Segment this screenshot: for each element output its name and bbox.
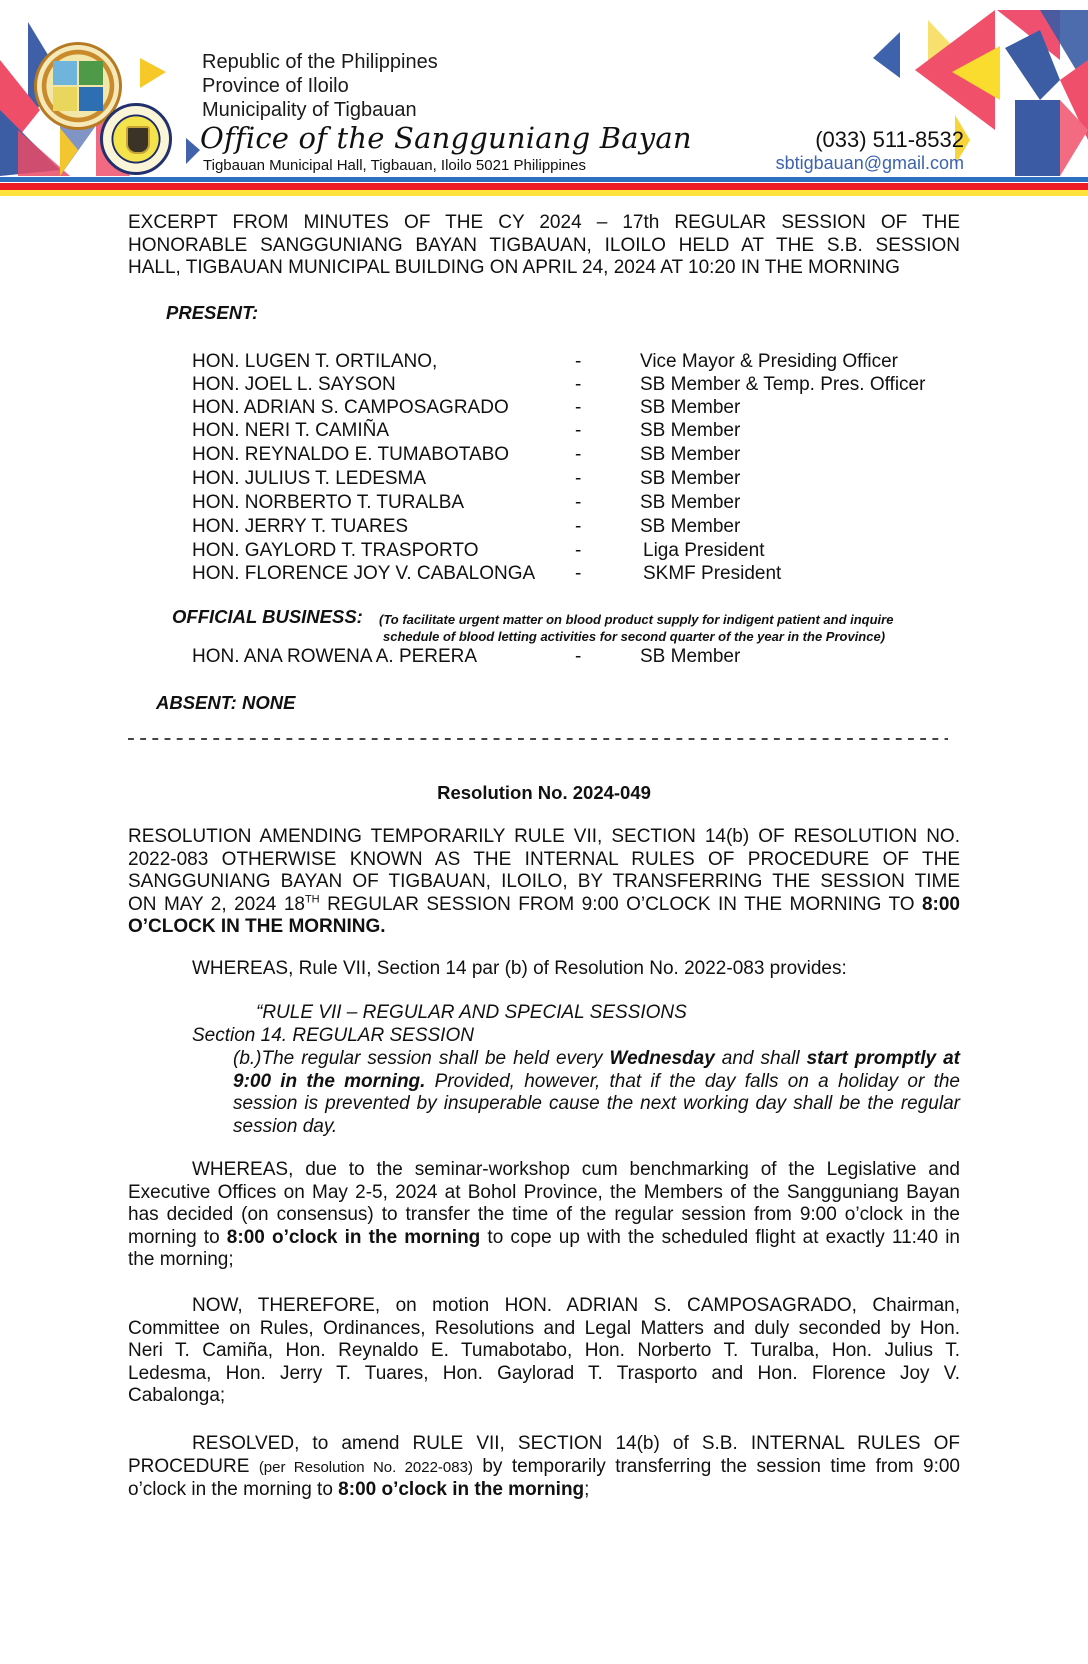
bold-run: 9:00 in the morning.: [233, 1070, 426, 1092]
member-name: HON. FLORENCE JOY V. CABALONGA: [192, 563, 536, 584]
text-run: ON MAY 2, 2024 18: [128, 893, 305, 915]
member-name: HON. NORBERTO T. TURALBA: [192, 492, 465, 513]
bold-run: Wednesday: [609, 1048, 715, 1069]
text-run: REGULAR SESSION FROM 9:00 O’CLOCK IN THE MORNING TO: [319, 893, 922, 915]
resolution-heading-line: 2022-083 OTHERWISE KNOWN AS THE INTERNAL RULES OF PROCEDURE OF THE: [128, 848, 960, 870]
present-label: PRESENT:: [166, 302, 259, 323]
member-dash: -: [575, 540, 582, 561]
member-role: Liga President: [643, 540, 765, 561]
text-run: (b.)The regular session shall be held every: [233, 1048, 610, 1069]
now-therefore-line: Ledesma, Hon. Jerry T. Tuares, Hon. Gaylorad T. Trasporto and Hon. Florence Joy V.: [128, 1362, 960, 1384]
official-business-note: (To facilitate urgent matter on blood product supply for indigent patient and inquire: [379, 612, 894, 627]
member-dash: -: [575, 397, 582, 418]
member-dash: -: [575, 420, 582, 441]
member-row: [192, 419, 952, 442]
member-name: HON. JULIUS T. LEDESMA: [192, 468, 427, 489]
member-name: HON. ADRIAN S. CAMPOSAGRADO: [192, 397, 509, 418]
member-role: Vice Mayor & Presiding Officer: [640, 351, 899, 372]
whereas-2-line: the morning;: [128, 1249, 234, 1270]
whereas-2-line: [128, 1227, 960, 1250]
letterhead-address: Tigbauan Municipal Hall, Tigbauan, Iloilo 5021 Philippines: [203, 157, 587, 174]
member-row: [192, 373, 952, 396]
member-row: [192, 443, 952, 466]
member-name: HON. ANA ROWENA A. PERERA: [192, 646, 478, 667]
text-run: PROCEDURE: [128, 1455, 259, 1477]
member-role: SB Member: [640, 420, 741, 441]
member-row: [192, 515, 952, 538]
member-dash: -: [575, 516, 582, 537]
seal-shield-icon: [126, 126, 150, 154]
member-dash: -: [575, 646, 582, 667]
now-therefore-line: Cabalonga;: [128, 1385, 226, 1406]
bold-run: start promptly at: [806, 1048, 960, 1069]
member-row: [192, 645, 952, 668]
quote-rule-heading: “RULE VII – REGULAR AND SPECIAL SESSIONS: [256, 1002, 687, 1023]
member-row: [192, 467, 952, 490]
quote-line: session day.: [233, 1115, 338, 1137]
seal-quadrant-palm: [79, 61, 103, 85]
resolved-line: [128, 1479, 960, 1502]
now-therefore-line: NOW, THEREFORE, on motion HON. ADRIAN S. CAMPOSAGRADO, Chairman,: [192, 1295, 960, 1316]
resolved: [128, 1433, 960, 1502]
member-dash: -: [575, 492, 582, 513]
whereas-1-text: WHEREAS, Rule VII, Section 14 par (b) of Resolution No. 2022-083 provides:: [192, 958, 847, 979]
member-name: HON. NERI T. CAMIÑA: [192, 420, 390, 441]
small-run: (per Resolution No. 2022-083): [258, 1458, 473, 1476]
official-business-note: schedule of blood letting activities for second quarter of the year in the Province): [383, 629, 886, 644]
member-row: [192, 396, 952, 419]
resolved-line: RESOLVED, to amend RULE VII, SECTION 14(b) of S.B. INTERNAL RULES OF: [192, 1433, 960, 1454]
bold-run: 8:00 o’clock in the morning: [338, 1479, 585, 1500]
member-dash: -: [575, 444, 582, 465]
whereas-2-line: WHEREAS, due to the seminar-workshop cum benchmarking of the Legislative and: [192, 1159, 960, 1180]
bold-run: O’CLOCK IN THE MORNING.: [128, 916, 386, 937]
resolved-line: [128, 1456, 960, 1480]
excerpt-line: HONORABLE SANGGUNIANG BAYAN TIGBAUAN, ILOILO HELD AT THE S.B. SESSION: [128, 234, 960, 256]
member-dash: -: [575, 468, 582, 489]
seal-quadrant-sail: [53, 61, 77, 85]
resolution-heading-line: [128, 916, 960, 939]
text-run: to cope up with the scheduled flight at exactly 11:40 in: [480, 1226, 960, 1248]
member-dash: -: [575, 374, 582, 395]
quote-line: [233, 1048, 960, 1071]
quote-line: [233, 1071, 960, 1094]
whereas-1: [128, 958, 960, 981]
text-run: o’clock in the morning to: [128, 1479, 339, 1500]
member-role: SB Member & Temp. Pres. Officer: [640, 374, 926, 395]
quote-line: session is prevented by insuperable cause the next working day shall be the regular: [233, 1093, 960, 1114]
superscript: TH: [304, 893, 320, 906]
member-role: SB Member: [640, 492, 741, 513]
whereas-2-line: has decided (on consensus) to transfer the time of the regular session from 9:00 o’clock in the: [128, 1204, 960, 1225]
quote-section-heading: Section 14. REGULAR SESSION: [192, 1025, 474, 1046]
letterhead-phone: (033) 511-8532: [815, 127, 964, 152]
resolution-heading-line: SANGGUNIANG BAYAN OF TIGBAUAN, ILOILO, BY TRANSFERRING THE SESSION TIME: [128, 871, 960, 892]
text-run: ;: [584, 1479, 590, 1500]
member-role: SB Member: [640, 516, 741, 537]
letterhead-municipality: Municipality of Tigbauan: [202, 99, 417, 121]
text-run: Provided, however, that if the day falls on a holiday or the: [425, 1070, 960, 1092]
letterhead-province: Province of Iloilo: [202, 75, 349, 97]
letterhead-email[interactable]: sbtigbauan@gmail.com: [775, 153, 964, 173]
bold-run: 8:00 o’clock in the morning: [226, 1226, 481, 1248]
seal-quadrant-sea: [79, 87, 103, 111]
member-name: HON. LUGEN T. ORTILANO,: [192, 351, 438, 372]
text-run: morning to: [128, 1226, 227, 1248]
member-name: HON. GAYLORD T. TRASPORTO: [192, 540, 479, 561]
stripe-red: [0, 183, 1088, 190]
bold-run: 8:00: [921, 893, 960, 915]
member-role: SB Member: [640, 397, 741, 418]
excerpt-heading: [128, 212, 960, 280]
whereas-2-line: Executive Offices on May 2-5, 2024 at Bohol Province, the Members of the Sangguniang Bayan: [128, 1181, 960, 1203]
letterhead-office-name: Office of the Sangguniang Bayan: [200, 121, 692, 155]
now-therefore-line: Committee on Rules, Ordinances, Resolutions and Legal Matters and duly seconded by Hon.: [128, 1317, 960, 1339]
member-role: SB Member: [640, 646, 741, 667]
resolution-heading-line: [128, 894, 960, 917]
text-run: and shall: [714, 1048, 807, 1069]
member-dash: -: [575, 351, 582, 372]
official-business-label: OFFICIAL BUSINESS:: [172, 606, 363, 627]
letterhead-republic: Republic of the Philippines: [202, 51, 438, 73]
seal-quadrant-rice: [53, 87, 77, 111]
whereas-2: [128, 1159, 960, 1272]
member-dash: -: [575, 563, 582, 584]
member-row: [192, 350, 952, 373]
member-name: HON. JERRY T. TUARES: [192, 516, 409, 537]
member-role: SKMF President: [643, 563, 782, 584]
now-therefore-line: Neri T. Camiña, Hon. Reynaldo E. Tumabotabo, Hon. Norberto T. Turalba, Hon. Julius T.: [128, 1340, 960, 1361]
letterhead: [0, 0, 1088, 200]
member-role: SB Member: [640, 444, 741, 465]
member-row: [192, 562, 952, 585]
member-name: HON. JOEL L. SAYSON: [192, 374, 396, 395]
member-row: [192, 539, 952, 562]
excerpt-line: HALL, TIGBAUAN MUNICIPAL BUILDING ON APRIL 24, 2024 AT 10:20 IN THE MORNING: [128, 257, 900, 278]
excerpt-line: EXCERPT FROM MINUTES OF THE CY 2024 – 17th REGULAR SESSION OF THE: [128, 212, 960, 233]
resolution-title: Resolution No. 2024-049: [437, 782, 651, 803]
member-role: SB Member: [640, 468, 741, 489]
quote-body: [233, 1048, 960, 1138]
resolution-heading: [128, 826, 960, 939]
resolution-heading-line: RESOLUTION AMENDING TEMPORARILY RULE VII, SECTION 14(b) OF RESOLUTION NO.: [128, 826, 960, 847]
sangguniang-bayan-seal-logo: [100, 103, 172, 175]
absent-label: ABSENT: NONE: [156, 692, 296, 713]
section-divider: [128, 738, 948, 740]
stripe-yellow: [0, 190, 1088, 196]
now-therefore: [128, 1295, 960, 1408]
member-row: [192, 491, 952, 514]
member-name: HON. REYNALDO E. TUMABOTABO: [192, 444, 510, 465]
stripe-blue: [0, 177, 1088, 182]
text-run: by temporarily transferring the session time from 9:00: [472, 1455, 960, 1477]
